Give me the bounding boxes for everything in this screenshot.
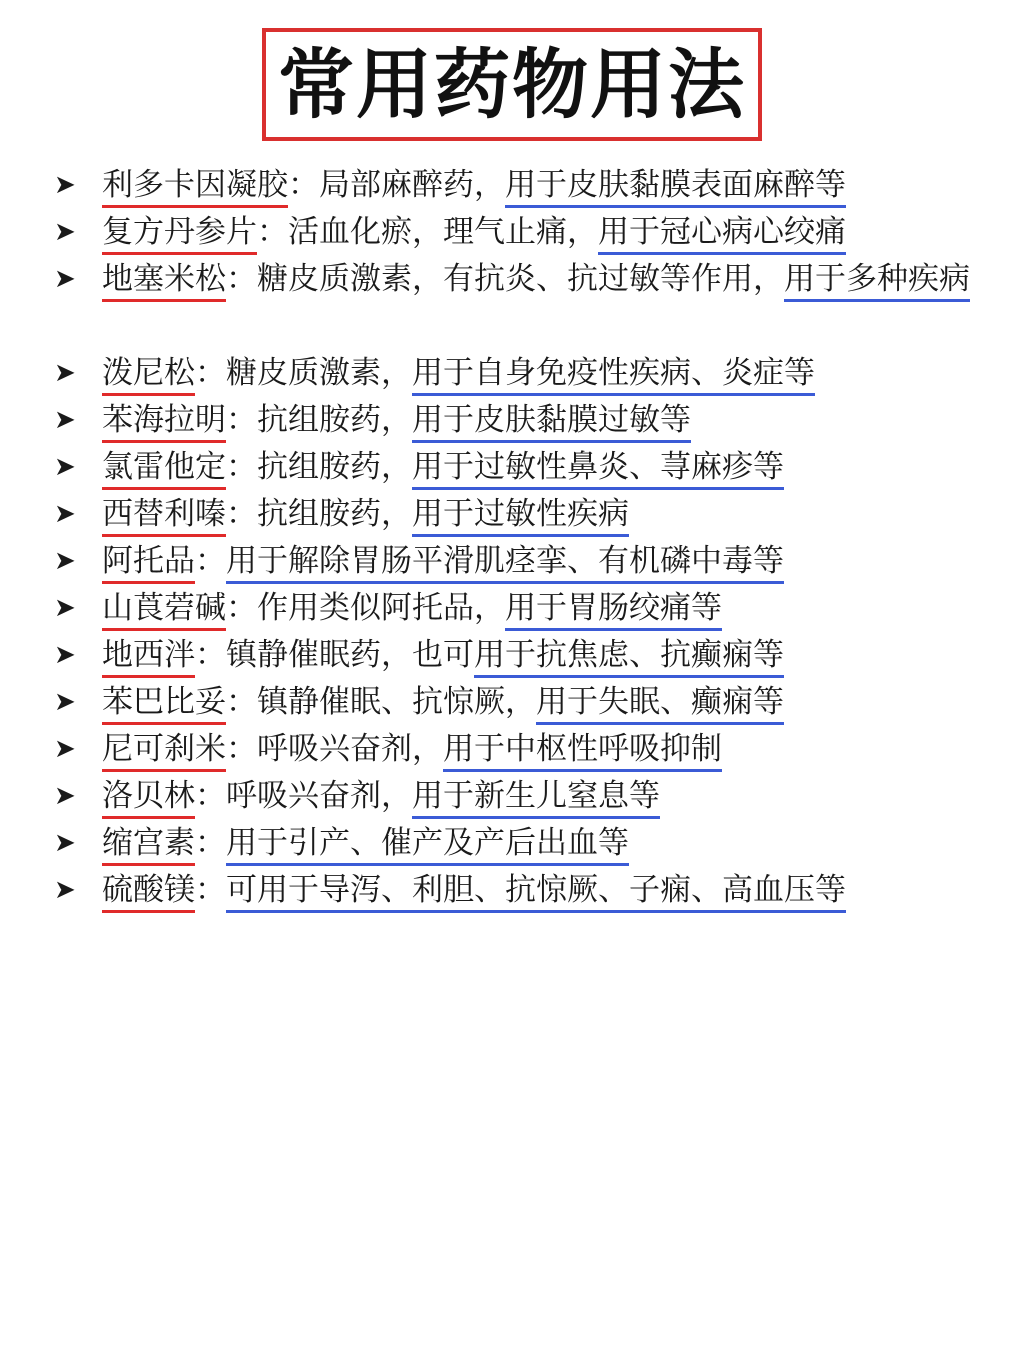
- list-item: [54, 820, 1004, 867]
- arrow-bullet-icon: ➤: [54, 264, 76, 294]
- arrow-bullet-icon: ➤: [54, 640, 76, 670]
- drug-description: 糖皮质激素，: [226, 355, 412, 391]
- arrow-bullet-icon: ➤: [54, 546, 76, 576]
- drug-name: 苯海拉明: [102, 402, 226, 438]
- drug-usage: 用于胃肠绞痛等: [505, 590, 722, 626]
- drug-description: 呼吸兴奋剂，: [226, 778, 412, 814]
- list-item: [54, 726, 1004, 773]
- list-item: [54, 350, 1004, 397]
- arrow-bullet-icon: ➤: [54, 358, 76, 388]
- drug-name: 阿托品: [102, 543, 195, 579]
- list-item: [54, 256, 1004, 350]
- separator: ：: [195, 543, 226, 579]
- arrow-bullet-icon: ➤: [54, 170, 76, 200]
- separator: ：: [226, 402, 257, 438]
- separator: ：: [226, 496, 257, 532]
- list-item: [54, 632, 1004, 679]
- list-item: [54, 444, 1004, 491]
- list-item: [54, 679, 1004, 726]
- arrow-bullet-icon: ➤: [54, 687, 76, 717]
- separator: ：: [226, 731, 257, 767]
- drug-name: 氯雷他定: [102, 449, 226, 485]
- separator: ：: [226, 684, 257, 720]
- separator: ：: [257, 214, 288, 250]
- drug-name: 洛贝林: [102, 778, 195, 814]
- drug-usage: 用于过敏性鼻炎、荨麻疹等: [412, 449, 784, 485]
- drug-usage: 可用于导泻、利胆、抗惊厥、子痫、高血压等: [226, 872, 846, 908]
- drug-name: 利多卡因凝胶: [102, 167, 288, 203]
- list-item: [54, 585, 1004, 632]
- drug-name: 地西泮: [102, 637, 195, 673]
- drug-description: 抗组胺药，: [257, 496, 412, 532]
- drug-usage: 用于中枢性呼吸抑制: [443, 731, 722, 767]
- title-box: [262, 28, 762, 141]
- drug-description: 抗组胺药，: [257, 402, 412, 438]
- arrow-bullet-icon: ➤: [54, 217, 76, 247]
- list-item: [54, 538, 1004, 585]
- drug-description: 活血化瘀，理气止痛，: [288, 214, 598, 250]
- list-item: [54, 491, 1004, 538]
- drug-name: 泼尼松: [102, 355, 195, 391]
- drug-usage: 用于多种疾病: [784, 261, 970, 297]
- arrow-bullet-icon: ➤: [54, 405, 76, 435]
- drug-description: 抗组胺药，: [257, 449, 412, 485]
- drug-description: 糖皮质激素，有抗炎、抗过敏等作用，: [257, 261, 784, 297]
- drug-usage: 用于皮肤黏膜表面麻醉等: [505, 167, 846, 203]
- drug-usage: 用于自身免疫性疾病、炎症等: [412, 355, 815, 391]
- drug-name: 地塞米松: [102, 261, 226, 297]
- list-item: [54, 209, 1004, 256]
- drug-name: 山莨菪碱: [102, 590, 226, 626]
- drug-name: 硫酸镁: [102, 872, 195, 908]
- separator: ：: [195, 872, 226, 908]
- drug-usage: 用于解除胃肠平滑肌痉挛、有机磷中毒等: [226, 543, 784, 579]
- separator: ：: [226, 590, 257, 626]
- drug-usage: 用于皮肤黏膜过敏等: [412, 402, 691, 438]
- drug-name: 复方丹参片: [102, 214, 257, 250]
- drug-name: 西替利嗪: [102, 496, 226, 532]
- list-item: [54, 773, 1004, 820]
- list-item: [54, 397, 1004, 444]
- drug-name: 苯巴比妥: [102, 684, 226, 720]
- drug-usage: 用于失眠、癫痫等: [536, 684, 784, 720]
- drug-usage: 用于过敏性疾病: [412, 496, 629, 532]
- arrow-bullet-icon: ➤: [54, 781, 76, 811]
- drug-usage: 用于引产、催产及产后出血等: [226, 825, 629, 861]
- separator: ：: [195, 778, 226, 814]
- drug-description: 镇静催眠、抗惊厥，: [257, 684, 536, 720]
- separator: ：: [226, 449, 257, 485]
- list-item: [54, 162, 1004, 209]
- drug-usage: 用于冠心病心绞痛: [598, 214, 846, 250]
- drug-usage: 用于新生儿窒息等: [412, 778, 660, 814]
- separator: ：: [195, 355, 226, 391]
- separator: ：: [226, 261, 257, 297]
- arrow-bullet-icon: ➤: [54, 499, 76, 529]
- separator: ：: [195, 637, 226, 673]
- arrow-bullet-icon: ➤: [54, 828, 76, 858]
- separator: ：: [288, 167, 319, 203]
- drug-description: 局部麻醉药，: [319, 167, 505, 203]
- drug-description: 作用类似阿托品，: [257, 590, 505, 626]
- list-item: [54, 867, 1004, 914]
- arrow-bullet-icon: ➤: [54, 593, 76, 623]
- drug-list: [54, 162, 1004, 914]
- drug-description: 呼吸兴奋剂，: [257, 731, 443, 767]
- arrow-bullet-icon: ➤: [54, 734, 76, 764]
- drug-description: 镇静催眠药，也可: [226, 637, 474, 673]
- drug-name: 尼可刹米: [102, 731, 226, 767]
- arrow-bullet-icon: ➤: [54, 875, 76, 905]
- separator: ：: [195, 825, 226, 861]
- arrow-bullet-icon: ➤: [54, 452, 76, 482]
- drug-usage: 用于抗焦虑、抗癫痫等: [474, 637, 784, 673]
- page-title: 常用药物用法: [278, 39, 746, 129]
- drug-name: 缩宫素: [102, 825, 195, 861]
